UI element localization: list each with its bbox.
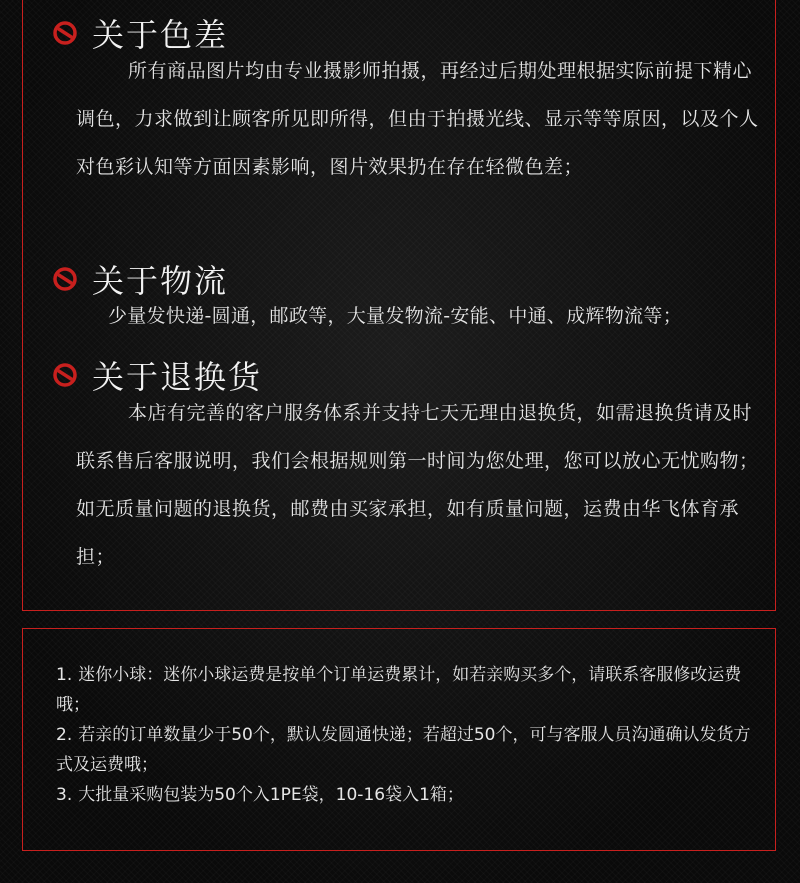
no-symbol-icon — [52, 266, 78, 292]
note-text: 大批量采购包装为50个入1PE袋，10-16袋入1箱； — [78, 785, 464, 805]
no-symbol-icon — [52, 362, 78, 388]
section-title: 关于退换货 — [92, 358, 263, 396]
note-text: 若亲的订单数量少于50个，默认发圆通快递；若超过50个，可与客服人员沟通确认发货方式及运费哦； — [56, 725, 751, 775]
section-body-returns: 本店有完善的客户服务体系并支持七天无理由退换货，如需退换货请及时联系售后客服说明，我们会根据规则第一时间为您处理，您可以放心无忧购物；如无质量问题的退换货，邮费由买家承担，如有质量问题，运费由华飞体育承担； — [76, 402, 759, 568]
note-number: 1. — [56, 665, 73, 685]
note-item — [56, 780, 756, 810]
no-symbol-icon — [52, 20, 78, 46]
section-body-logistics: 少量发快递-圆通，邮政等，大量发物流-安能、中通、成辉物流等； — [108, 305, 683, 327]
note-text: 迷你小球：迷你小球运费是按单个订单运费累计，如若亲购买多个，请联系客服修改运费哦； — [56, 665, 742, 715]
note-number: 2. — [56, 725, 73, 745]
section-title: 关于物流 — [92, 262, 229, 300]
section-body-color: 所有商品图片均由专业摄影师拍摄，再经过后期处理根据实际前提下精心调色，力求做到让顾客所见即所得，但由于拍摄光线、显示等等原因，以及个人对色彩认知等方面因素影响，图片效果扔在存在轻微色差； — [76, 60, 759, 178]
notes-list — [56, 660, 756, 810]
note-number: 3. — [56, 785, 73, 805]
note-item — [56, 660, 756, 720]
note-item — [56, 720, 756, 780]
section-title: 关于色差 — [92, 16, 229, 54]
